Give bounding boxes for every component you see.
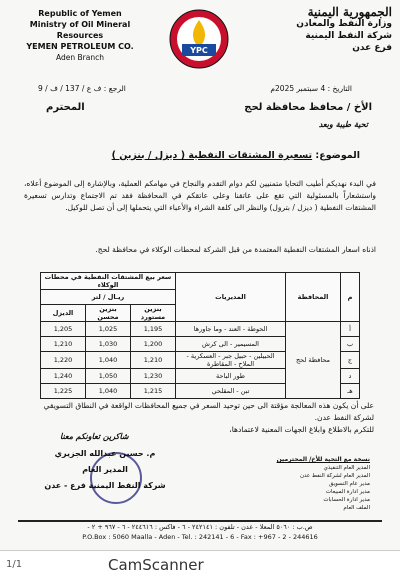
date-value: 4 سبتمبر 2025م <box>270 84 326 93</box>
header-country-ar: الجمهورية اليمنية <box>307 5 392 19</box>
body-paragraph-2: اذناه اسعار المشتقات النفطية المعتمدة من قبل الشركة لمحطات الوكلاء في محافظة لحج. <box>95 245 376 254</box>
table-header-row <box>41 273 360 290</box>
distribution-item: المدير العام التنفيذي <box>323 465 370 471</box>
col-benzine-imported: بنزين مستورد <box>131 305 176 322</box>
benzine-improved-cell: 1,030 <box>86 337 131 352</box>
benzine-improved-cell: 1,040 <box>86 352 131 369</box>
header-company-ar: شركة النفط اليمنية <box>305 31 392 41</box>
benzine-improved-cell: 1,050 <box>86 369 131 384</box>
signatory-org: شركة النفط اليمنية فرع - عدن <box>44 481 166 490</box>
company-logo <box>168 8 230 70</box>
row-number: أ <box>341 322 360 337</box>
col-number: م <box>341 273 360 322</box>
subject-label: الموضوع: <box>315 150 360 161</box>
distribution-list <box>250 456 370 512</box>
col-districts: المديريات <box>176 273 286 322</box>
diesel-cell: 1,205 <box>41 322 86 337</box>
distribution-item: مدير ادارة المبيعات <box>325 489 370 495</box>
district-cell: تبن - المقلحي <box>176 384 286 399</box>
col-unit: ريـال / لتر <box>41 290 176 305</box>
table-row <box>41 322 360 337</box>
body-paragraph-1: في البدء نهديكم أطيب التحايا متمنيين لكم دوام التقدم والنجاح في مهامكم العملية، وبالإشارة إلى الموضوع أعلاه، واستشعاراً بالمسئولية التي تقع على عاتقنا وعلى عاتقكم في المحافظة فقد تم الاجتماع وتدارس تسعيرة المشتقات النفطية ( ديزل / بترول) والنظر الى كلفة الشراء والأعباء التي يتحملها إلى أن تصل للوكيل. <box>24 179 376 212</box>
col-price-group: سعر بيع المشتقات النفطية في محطات الوكلاء <box>41 273 176 290</box>
col-governorate: المحافظة <box>286 273 341 322</box>
footer-divider <box>18 520 382 522</box>
letterhead-english <box>10 8 150 63</box>
diesel-cell: 1,210 <box>41 337 86 352</box>
distribution-item: المدير العام لشركة النفط عدن <box>299 473 370 479</box>
scanner-brand: CamScanner <box>108 556 204 574</box>
price-table <box>40 272 360 399</box>
reference-label: الرجع <box>108 84 126 93</box>
subject-line <box>112 150 360 161</box>
thanks-line: شاكرين تعاونكم معنا <box>60 432 129 441</box>
date-field: التاريخ : 4 سبتمبر 2025م <box>270 84 352 93</box>
governorate-cell: محافظة لحج <box>286 322 341 399</box>
diesel-cell: 1,240 <box>41 369 86 384</box>
header-country: Republic of Yemen <box>38 9 122 18</box>
district-cell: الحوطة - العند - وما جاورها <box>176 322 286 337</box>
reference-number: الرجع : ف ع / 137 / ف / 9 <box>38 84 126 93</box>
col-diesel: الديزل <box>41 305 86 322</box>
reference-value: ف ع / 137 / ف / 9 <box>38 84 102 93</box>
row-number: ب <box>341 337 360 352</box>
footer-address-english: P.O.Box : 5060 Maalla - Aden - Tel. : 242141 - 6 - Fax : +967 - 2 - 244616 <box>82 533 318 541</box>
distribution-item: الملف العام <box>343 505 370 511</box>
benzine-improved-cell: 1,040 <box>86 384 131 399</box>
row-number: هـ <box>341 384 360 399</box>
note-paragraph <box>26 400 374 436</box>
signatory-title: المدير العام <box>82 465 128 474</box>
benzine-imported-cell: 1,210 <box>131 352 176 369</box>
benzine-imported-cell: 1,230 <box>131 369 176 384</box>
row-number: ج <box>341 352 360 369</box>
respected-label: المحترم <box>46 102 85 113</box>
benzine-imported-cell: 1,195 <box>131 322 176 337</box>
benzine-improved-cell: 1,025 <box>86 322 131 337</box>
page-counter: 1/1 <box>6 559 23 570</box>
district-cell: الحبيلين - حبيل جبر - العسكرية - الملاح - المقاطرة <box>176 352 286 369</box>
scanner-watermark-bar <box>0 550 400 578</box>
header-ministry-ar: وزارة النفط والمعادن <box>296 19 392 29</box>
distribution-item: مدير ادارة الحسابات <box>323 497 370 503</box>
note-text: على أن يكون هذه المعالجة مؤقتة الى حين توحيد السعر في جميع المحافظات الواقعة في النطاق التسويقي لشركة النفط عدن. <box>43 401 374 422</box>
note-followup: للتكرم بالاطلاع وابلاغ الجهات المعنية لاعتمادها، <box>229 425 374 434</box>
distribution-item: مدير عام التسويق <box>329 481 370 487</box>
footer-address-arabic: ص.ب : ٥٠٦٠ المعلا - عدن - تلفون : ٢٤٢١٤١ - ٦ - فاكس : ٢٤٤٦١٦ - ٦ - ٩٦٧ + ٢ - <box>87 523 313 531</box>
col-benzine-improved: بنزين محسن <box>86 305 131 322</box>
row-number: د <box>341 369 360 384</box>
greeting: تحية طيبة وبعد <box>318 120 368 129</box>
signature-block <box>40 446 170 506</box>
benzine-imported-cell: 1,215 <box>131 384 176 399</box>
letterhead-arabic <box>262 6 392 54</box>
subject-text: تسعيرة المشتقات النفطية ( ديزل / بنزين ) <box>111 150 313 161</box>
district-cell: طور الباحة <box>176 369 286 384</box>
logo-text: YPC <box>190 46 208 55</box>
diesel-cell: 1,220 <box>41 352 86 369</box>
header-branch: Aden Branch <box>56 53 104 62</box>
date-label: التاريخ <box>332 84 352 93</box>
signatory-name: م. حسين عبدالله الجزيري <box>54 449 156 458</box>
addressee: الأخ / محافظ محافظة لحج <box>244 102 372 113</box>
district-cell: المسيمير - الى كرش <box>176 337 286 352</box>
header-branch-ar: فرع عدن <box>352 43 392 53</box>
header-company: YEMEN PETROLEUM CO. <box>26 42 134 51</box>
benzine-imported-cell: 1,200 <box>131 337 176 352</box>
diesel-cell: 1,225 <box>41 384 86 399</box>
header-ministry: Ministry of Oil Mineral Resources <box>29 20 131 40</box>
distribution-title: نسخة مع التحية للأخ/ المحترمين <box>276 456 370 463</box>
